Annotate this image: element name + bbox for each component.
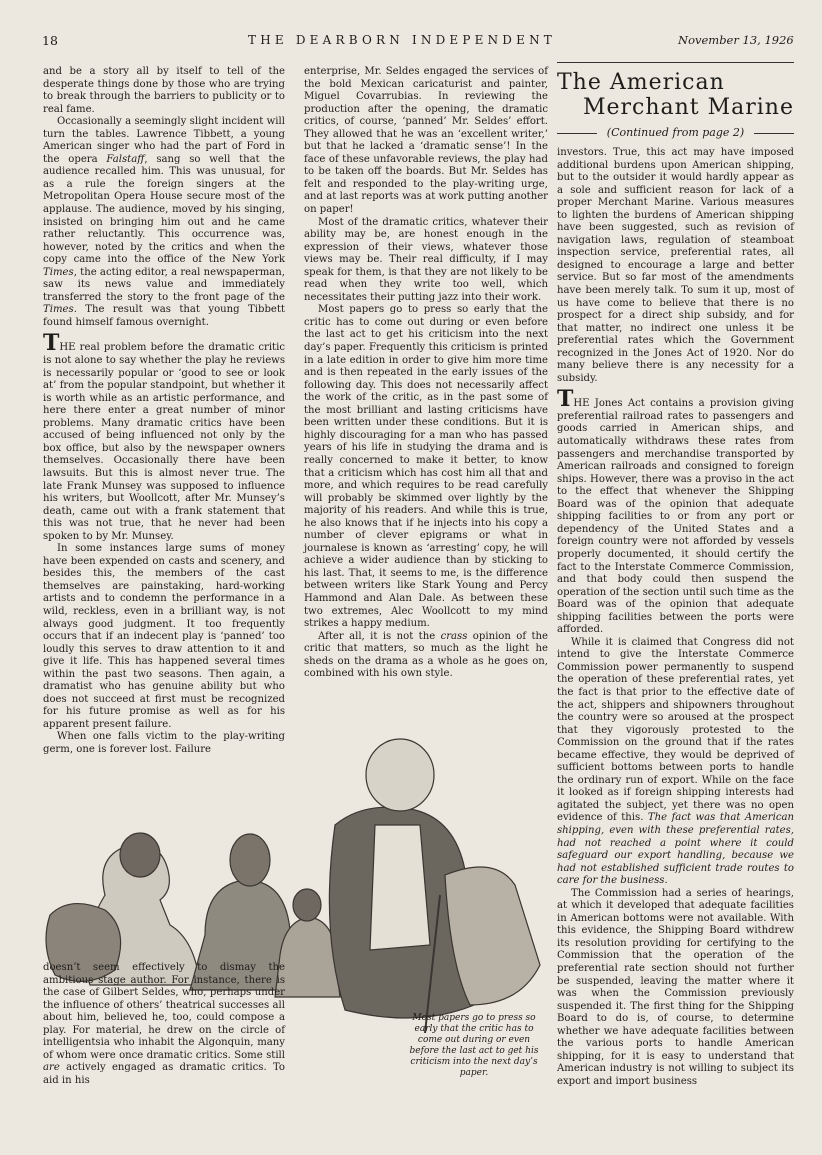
issue-date: November 13, 1926 (678, 33, 794, 47)
article-title-block (557, 62, 794, 139)
article-title-line-2: Merchant Marine (582, 95, 794, 120)
critic-head (366, 739, 434, 811)
paragraph: enterprise, Mr. Seldes engaged the services of the bold Mexican caricaturist and painter, Miguel Covarrubias. In reviewing the production after the opening, the dramatic critics, of course, ‘panned’ Mr. Seldes’ effort. They allowed that he was an ‘excellent writer,’ but that he lacked a ‘dramatic sense’! In the face of these unfavorable reviews, the play had to be taken off the boards. But Mr. Seldes has felt and responded to the play-writing urge, and at last reports was at work putting another on paper! (304, 66, 548, 216)
title-rule (557, 62, 794, 63)
page-number: 18 (42, 33, 58, 48)
paragraph: The Commission had a series of hearings, at which it developed that adequate facilities in American bottoms were not available. With this evidence, the Shipping Board withdrew its resolution providing for certifying to the Commission that the operation of the preferential rate section should not further be suspended, leaving the matter where it was when the Commission previously suspended it. The first thing for the Shipping Board to do is, of course, to determine whether we have adequate facilities between the various ports to handle American shipping, for it is easy to understand that American industry is not willing to subject its export and import business (557, 887, 794, 1087)
column-2 (304, 66, 548, 681)
article-title-line-1: The American (557, 70, 725, 95)
column-1-top (43, 66, 285, 757)
paragraph: Most papers go to press so early that the critic has to come out during or even before the last act to get his criticism into the next day’s paper. Frequently this criticism is printed in a late edition in order to give him more time and is then repeated in the early issues of the following day. This does not necessarily affect the work of the critic, as in the past some of the most brilliant and lasting criticisms have been written under these conditions. But it is highly discouraging for a man who has passed years of his life in studying the drama and is really concerned to make it better, to know that a criticism which has cost him all that and more, and which requires to be read carefully will probably be skimmed over lightly by the majority of his readers. And while this is true, he also knows that if he injects into his copy a number of clever epigrams or what in journalese is known as ‘arresting’ copy, he will achieve a wider audience than by sticking to his last. That, it seems to me, is the difference between writers like Stark Young and Percy Hammond and Alan Dale. As between these two extremes, Alec Woollcott to my mind strikes a happy medium. (304, 304, 548, 630)
drop-cap: T (557, 386, 574, 413)
paragraph: While it is claimed that Congress did not intend to give the Interstate Commerce Commission power permanently to suspend the operation of these preferential rates, yet the fact is that prior to the effective date of the act, shippers and shipowners throughout the country were so aroused at the prospect that they vigorously protested to the Commission on the ground that if the rates became effective, they would be deprived of sufficient bottoms between ports to handle the ordinary run of export. While on the face it looked as if foreign shipping interests had agitated the subject, yet there was no open evidence of this. The fact was that American shipping, even with these preferential rates, had not reached a point where it could safeguard our export handling, because we had not established sufficient trade routes to care for the business. (557, 636, 794, 887)
paragraph: Occasionally a seemingly slight incident will turn the tables. Lawrence Tibbett, a young American singer who had the part of Ford in the opera Falstaff, sang so well that the audience recalled him. This was unusual, for as a rule the foreign singers at the Metropolitan Opera House secure most of the applause. The audience, moved by his singing, insisted on bringing him out and he came rather reluctantly. This occurrence was, however, noted by the critics and when the copy came into the office of the New York Times, the acting editor, a real newspaperman, saw its news value and immediately transferred the story to the front page of the Times. The result was that young Tibbett found himself famous overnight. (43, 116, 285, 328)
paragraph-dropcap: THE Jones Act contains a provision giving preferential railroad rates to passengers and goods carried in American ships, and automatically withdraws these rates from passengers and merchandise transported by American railroads and consigned to foreign ships. However, there was a proviso in the act to the effect that whenever the Shipping Board was of the opinion that adequate shipping facilities to or from any port or dependency of the United States and a foreign country were not afforded by vessels properly documented, it should certify the fact to the Interstate Commerce Commission, and that body could then suspend the operation of the section until such time as the Board was of the opinion that adequate shipping facilities between the ports were afforded. (557, 386, 794, 636)
drop-cap: T (43, 330, 60, 357)
seated-head (293, 889, 321, 921)
critic-vest (370, 825, 430, 950)
paragraph: Most of the dramatic critics, whatever their ability may be, are honest enough in the expression of their views, whatever those views may be. Their real difficulty, if I may speak for them, is that they are not likely to be read when they write too well, which necessitates their putting jazz into their work. (304, 216, 548, 303)
paragraph: and be a story all by itself to tell of the desperate things done by those who are trying to break through the barriers to publicity or to real fame. (43, 66, 285, 115)
paragraph: After all, it is not the crass opinion of the critic that matters, so much as the light he sheds on the drama as a whole as he goes on, combined with his own style. (304, 630, 548, 680)
column-1-bottom (43, 962, 285, 1087)
paragraph: investors. True, this act may have imposed additional burdens upon American shipping, but to the outsider it would hardly appear as a sole and sufficient reason for lack of a proper Merchant Marine. Various measures to lighten the burdens of American shipping have been suggested, such as revision of navigation laws, regulation of steamboat inspection service, preferential rates, all designed to encourage a large and better service. But so far most of the amendments have been merely talk. To sum it up, most of us have come to believe that there is no prospect for a direct ship subsidy, and for that matter, no indirect one unless it be preferential rates which the Government recognized in the Jones Act of 1920. Nor do many believe there is any necessity for a subsidy. (557, 147, 794, 384)
continued-note: (Continued from page 2) (557, 126, 794, 139)
woman-head (120, 833, 160, 877)
paragraph-dropcap: THE real problem before the dramatic critic is not alone to say whether the play he reviews is necessarily popular or ‘good to see or look at’ from the popular standpoint, but whether it is worth while as an artistic performance, and here there enter a great number of minor problems. Many dramatic critics have been accused of being influenced not only by the box office, but also by the newspaper owners themselves. Occasionally there have been lawsuits. But this is almost never true. The late Frank Munsey was supposed to influence his writers, but Woollcott, after Mr. Munsey’s death, came out with a frank statement that this was not true, that he never had been spoken to by Mr. Munsey. (43, 330, 285, 542)
illustration-caption: Most papers go to press so early that the critic has to come out during or even before the last act to get his criticism into the next day’s paper. (409, 1013, 539, 1078)
paragraph: doesn’t seem effectively to dismay the ambitious stage author. For instance, there is the case of Gilbert Seldes, who, perhaps under the influence of others’ theatrical successes all about him, believed he, too, could compose a play. For material, he drew on the circle of intelligentsia who inhabit the Algonquin, many of whom were once dramatic critics. Some still are actively engaged as dramatic critics. To aid in his (43, 962, 285, 1086)
column-3 (557, 147, 794, 1088)
paragraph: In some instances large sums of money have been expended on casts and scenery, and besides this, the members of the cast themselves are painstaking, hard-working artists and to condemn the performance in a wild, reckless, even in a brilliant way, is not always good judgment. It too frequently occurs that if an indecent play is ‘panned’ too loudly this serves to draw attention to it and give it life. This has happened several times within the past two seasons. Then again, a dramatist who has genuine ability but who does not succeed at first must be recognized for his future promise as well as for his apparent present failure. (43, 543, 285, 730)
masthead: THE DEARBORN INDEPENDENT (248, 33, 556, 47)
man-back-head (230, 834, 270, 886)
paragraph: When one falls victim to the play-writing germ, one is forever lost. Failure (43, 731, 285, 755)
